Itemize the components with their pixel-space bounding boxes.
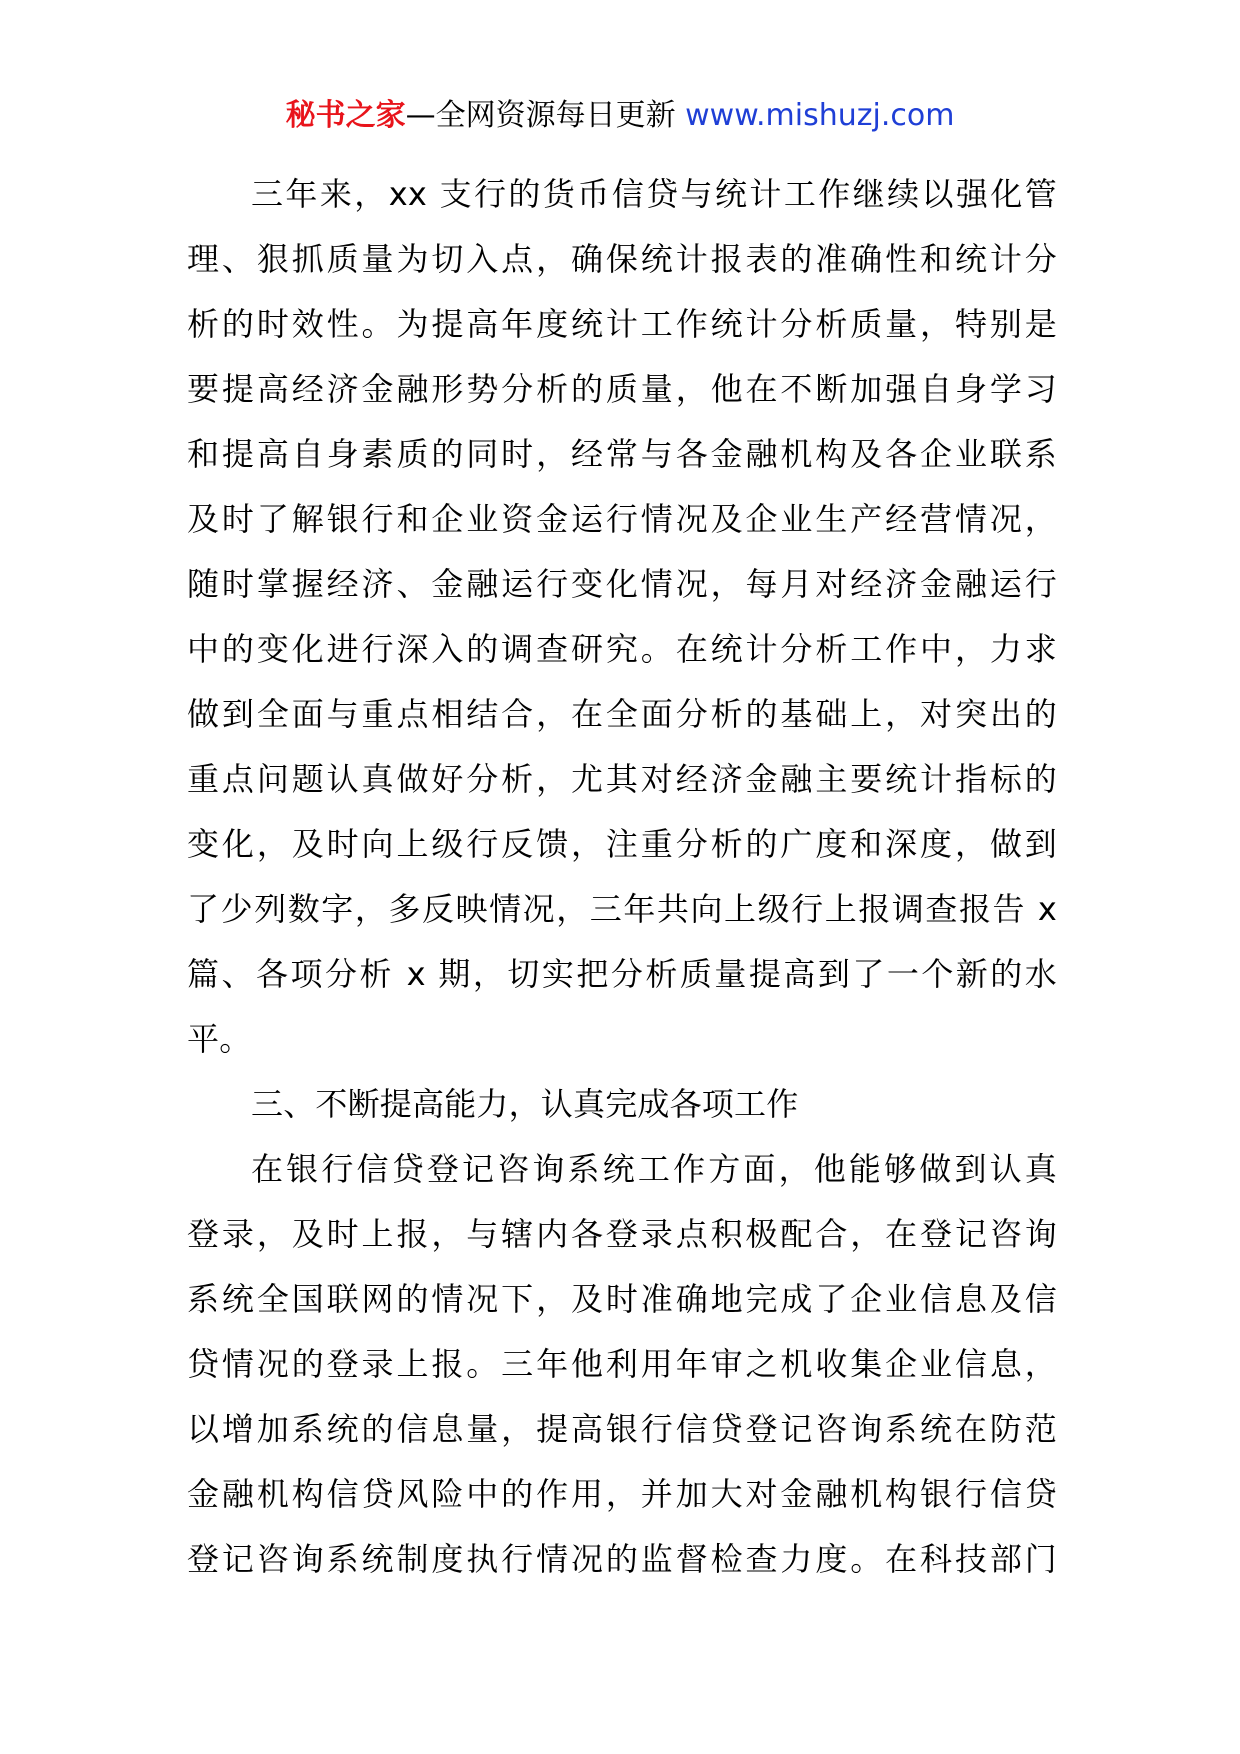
text-line: 金融机构信贷风险中的作用，并加大对金融机构银行信贷 [187,1475,1057,1513]
text-line: 贷情况的登录上报。三年他利用年审之机收集企业信息， [187,1345,1057,1383]
text-line: 登录，及时上报，与辖内各登录点积极配合，在登记咨询 [187,1215,1057,1253]
text-line: 做到全面与重点相结合，在全面分析的基础上，对突出的 [187,695,1057,733]
text-line: 中的变化进行深入的调查研究。在统计分析工作中，力求 [187,630,1057,668]
text-line: 理、狠抓质量为切入点，确保统计报表的准确性和统计分 [187,240,1057,278]
text-line: 平。 [187,1020,252,1058]
text-line: 系统全国联网的情况下，及时准确地完成了企业信息及信 [187,1280,1057,1318]
text-line: 了少列数字，多反映情况，三年共向上级行上报调查报告 x [187,890,1057,928]
site-header [0,96,1240,136]
text-line: 篇、各项分析 x 期，切实把分析质量提高到了一个新的水 [187,955,1057,993]
text-line: 登记咨询系统制度执行情况的监督检查力度。在科技部门 [187,1540,1057,1578]
brand-name: 秘书之家 [285,98,406,133]
text-line: 和提高自身素质的同时，经常与各金融机构及各企业联系 [187,435,1057,473]
site-url: www.mishuzj.com [685,98,955,133]
text-line: 随时掌握经济、金融运行变化情况，每月对经济金融运行 [187,565,1057,603]
text-line: 重点问题认真做好分析，尤其对经济金融主要统计指标的 [187,760,1057,798]
text-line: 在银行信贷登记咨询系统工作方面，他能够做到认真 [251,1150,1057,1188]
text-line: 变化，及时向上级行反馈，注重分析的广度和深度，做到 [187,825,1057,863]
section-heading: 三、不断提高能力，认真完成各项工作 [251,1085,799,1123]
text-line: 析的时效性。为提高年度统计工作统计分析质量，特别是 [187,305,1057,343]
document-body [187,162,1057,1592]
text-line: 要提高经济金融形势分析的质量，他在不断加强自身学习 [187,370,1057,408]
text-line: 以增加系统的信息量，提高银行信贷登记咨询系统在防范 [187,1410,1057,1448]
text-line: 及时了解银行和企业资金运行情况及企业生产经营情况， [187,500,1057,538]
text-line: 三年来，xx 支行的货币信贷与统计工作继续以强化管 [251,175,1057,213]
header-tagline: —全网资源每日更新 [405,98,676,133]
